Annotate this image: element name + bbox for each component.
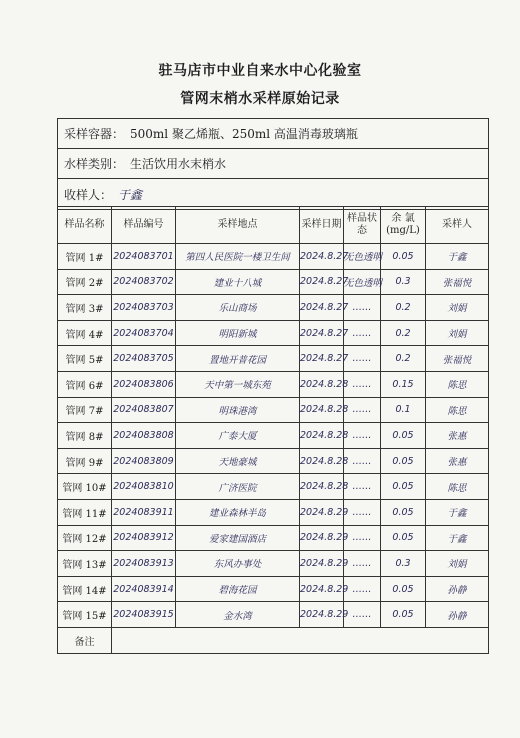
- cell-chlorine: 0.3: [381, 551, 426, 577]
- cell-date: 2024.8.28: [300, 371, 344, 397]
- cell-state: ……: [344, 346, 381, 372]
- cell-name: 管网 6#: [58, 371, 112, 397]
- cell-sampler: 陈思: [426, 397, 489, 423]
- header-sampler: 采样人: [426, 207, 489, 244]
- cell-chlorine: 0.2: [381, 346, 426, 372]
- cell-site: 置地开普花园: [176, 346, 300, 372]
- cell-state: ……: [344, 474, 381, 500]
- cell-chlorine: 0.05: [381, 244, 426, 270]
- cell-name: 管网 15#: [58, 602, 112, 628]
- cell-name: 管网 2#: [58, 269, 112, 295]
- cell-chlorine: 0.05: [381, 448, 426, 474]
- cell-code: 2024083915: [112, 602, 176, 628]
- cell-state: ……: [344, 295, 381, 321]
- cell-chlorine: 0.2: [381, 320, 426, 346]
- cell-sampler: 刘娟: [426, 320, 489, 346]
- table-row: [58, 397, 489, 423]
- cell-state: ……: [344, 576, 381, 602]
- cell-chlorine: 0.1: [381, 397, 426, 423]
- cell-chlorine: 0.05: [381, 576, 426, 602]
- table-row: [58, 576, 489, 602]
- cell-name: 管网 4#: [58, 320, 112, 346]
- cell-sampler: 于鑫: [426, 499, 489, 525]
- cell-name: 管网 13#: [58, 551, 112, 577]
- cell-code: 2024083703: [112, 295, 176, 321]
- cell-site: 东风办事处: [176, 551, 300, 577]
- cell-state: ……: [344, 551, 381, 577]
- table-row: [58, 269, 489, 295]
- table-row: [58, 346, 489, 372]
- cell-name: 管网 1#: [58, 244, 112, 270]
- cell-date: 2024.8.29: [300, 576, 344, 602]
- cell-name: 管网 12#: [58, 525, 112, 551]
- cell-state: ……: [344, 320, 381, 346]
- sampling-table: [57, 206, 489, 654]
- cell-state: ……: [344, 499, 381, 525]
- receiver-signature: 于鑫: [118, 187, 143, 202]
- header-chlorine: 余 氯 (mg/L): [381, 207, 426, 244]
- container-row: [58, 119, 488, 149]
- table-row: [58, 551, 489, 577]
- cell-site: 天地豪城: [176, 448, 300, 474]
- cell-name: 管网 10#: [58, 474, 112, 500]
- cell-site: 建业十八城: [176, 269, 300, 295]
- cell-date: 2024.8.29: [300, 525, 344, 551]
- cell-sampler: 孙静: [426, 602, 489, 628]
- cell-date: 2024.8.29: [300, 499, 344, 525]
- cell-date: 2024.8.28: [300, 474, 344, 500]
- cell-chlorine: 0.05: [381, 499, 426, 525]
- table-row: [58, 499, 489, 525]
- lab-title: 驻马店市中业自来水中心化验室: [158, 63, 362, 79]
- cell-site: 广泰大厦: [176, 423, 300, 449]
- cell-state: ……: [344, 602, 381, 628]
- cell-code: 2024083913: [112, 551, 176, 577]
- cell-date: 2024.8.27: [300, 320, 344, 346]
- cell-state: ……: [344, 371, 381, 397]
- cell-date: 2024.8.29: [300, 551, 344, 577]
- cell-code: 2024083809: [112, 448, 176, 474]
- cell-code: 2024083911: [112, 499, 176, 525]
- category-value: 生活饮用水末梢水: [130, 157, 227, 171]
- table-row: [58, 320, 489, 346]
- cell-site: 爱家建国酒店: [176, 525, 300, 551]
- cell-sampler: 于鑫: [426, 525, 489, 551]
- cell-chlorine: 0.05: [381, 602, 426, 628]
- table-row: [58, 602, 489, 628]
- cell-site: 金水湾: [176, 602, 300, 628]
- cell-name: 管网 3#: [58, 295, 112, 321]
- cell-site: 建业森林半岛: [176, 499, 300, 525]
- header-date: 采样日期: [300, 207, 344, 244]
- cell-name: 管网 5#: [58, 346, 112, 372]
- cell-chlorine: 0.2: [381, 295, 426, 321]
- record-title: 管网末梢水采样原始记录: [180, 91, 340, 107]
- table-header-row: [58, 207, 489, 244]
- cell-sampler: 张惠: [426, 423, 489, 449]
- cell-code: 2024083810: [112, 474, 176, 500]
- cell-state: 无色透明: [344, 269, 381, 295]
- table-row: [58, 244, 489, 270]
- cell-chlorine: 0.3: [381, 269, 426, 295]
- cell-site: 广济医院: [176, 474, 300, 500]
- cell-date: 2024.8.28: [300, 423, 344, 449]
- cell-code: 2024083705: [112, 346, 176, 372]
- cell-state: ……: [344, 525, 381, 551]
- cell-name: 管网 14#: [58, 576, 112, 602]
- cell-name: 管网 8#: [58, 423, 112, 449]
- cell-name: 管网 7#: [58, 397, 112, 423]
- notes-value: [112, 627, 489, 653]
- header-state: 样品状态: [344, 207, 381, 244]
- cell-site: 天中第一城东苑: [176, 371, 300, 397]
- cell-sampler: 刘娟: [426, 295, 489, 321]
- cell-sampler: 张福悦: [426, 269, 489, 295]
- cell-code: 2024083914: [112, 576, 176, 602]
- cell-chlorine: 0.05: [381, 525, 426, 551]
- cell-state: ……: [344, 448, 381, 474]
- cell-date: 2024.8.27: [300, 346, 344, 372]
- container-label: 采样容器：: [64, 127, 125, 141]
- sample-info-box: [57, 118, 489, 210]
- cell-name: 管网 11#: [58, 499, 112, 525]
- table-row: [58, 295, 489, 321]
- cell-name: 管网 9#: [58, 448, 112, 474]
- cell-chlorine: 0.05: [381, 423, 426, 449]
- cell-code: 2024083702: [112, 269, 176, 295]
- cell-date: 2024.8.27: [300, 295, 344, 321]
- cell-date: 2024.8.27: [300, 269, 344, 295]
- table-row: [58, 448, 489, 474]
- cell-date: 2024.8.27: [300, 244, 344, 270]
- cell-code: 2024083807: [112, 397, 176, 423]
- cell-state: 无色透明: [344, 244, 381, 270]
- cell-code: 2024083808: [112, 423, 176, 449]
- cell-code: 2024083912: [112, 525, 176, 551]
- cell-code: 2024083806: [112, 371, 176, 397]
- cell-chlorine: 0.05: [381, 474, 426, 500]
- cell-site: 明珠港湾: [176, 397, 300, 423]
- receiver-row: [58, 179, 488, 209]
- cell-sampler: 陈思: [426, 371, 489, 397]
- category-label: 水样类别：: [64, 157, 125, 171]
- cell-sampler: 陈思: [426, 474, 489, 500]
- header-name: 样品名称: [58, 207, 112, 244]
- cell-site: 乐山商场: [176, 295, 300, 321]
- receiver-label: 收样人：: [64, 187, 113, 202]
- cell-code: 2024083704: [112, 320, 176, 346]
- category-row: [58, 149, 488, 179]
- cell-site: 碧海花园: [176, 576, 300, 602]
- cell-date: 2024.8.28: [300, 448, 344, 474]
- notes-row: [58, 627, 489, 653]
- table-row: [58, 525, 489, 551]
- cell-site: 第四人民医院一楼卫生间: [176, 244, 300, 270]
- cell-date: 2024.8.29: [300, 602, 344, 628]
- cell-code: 2024083701: [112, 244, 176, 270]
- cell-site: 明阳新城: [176, 320, 300, 346]
- container-value: 500ml 聚乙烯瓶、250ml 高温消毒玻璃瓶: [130, 127, 358, 141]
- cell-sampler: 于鑫: [426, 244, 489, 270]
- cell-state: ……: [344, 423, 381, 449]
- cell-state: ……: [344, 397, 381, 423]
- cell-sampler: 张福悦: [426, 346, 489, 372]
- header-code: 样品编号: [112, 207, 176, 244]
- cell-sampler: 张惠: [426, 448, 489, 474]
- cell-sampler: 刘娟: [426, 551, 489, 577]
- cell-date: 2024.8.28: [300, 397, 344, 423]
- notes-label: 备注: [58, 627, 112, 653]
- table-row: [58, 423, 489, 449]
- header-site: 采样地点: [176, 207, 300, 244]
- table-row: [58, 474, 489, 500]
- table-row: [58, 371, 489, 397]
- cell-sampler: 孙静: [426, 576, 489, 602]
- cell-chlorine: 0.15: [381, 371, 426, 397]
